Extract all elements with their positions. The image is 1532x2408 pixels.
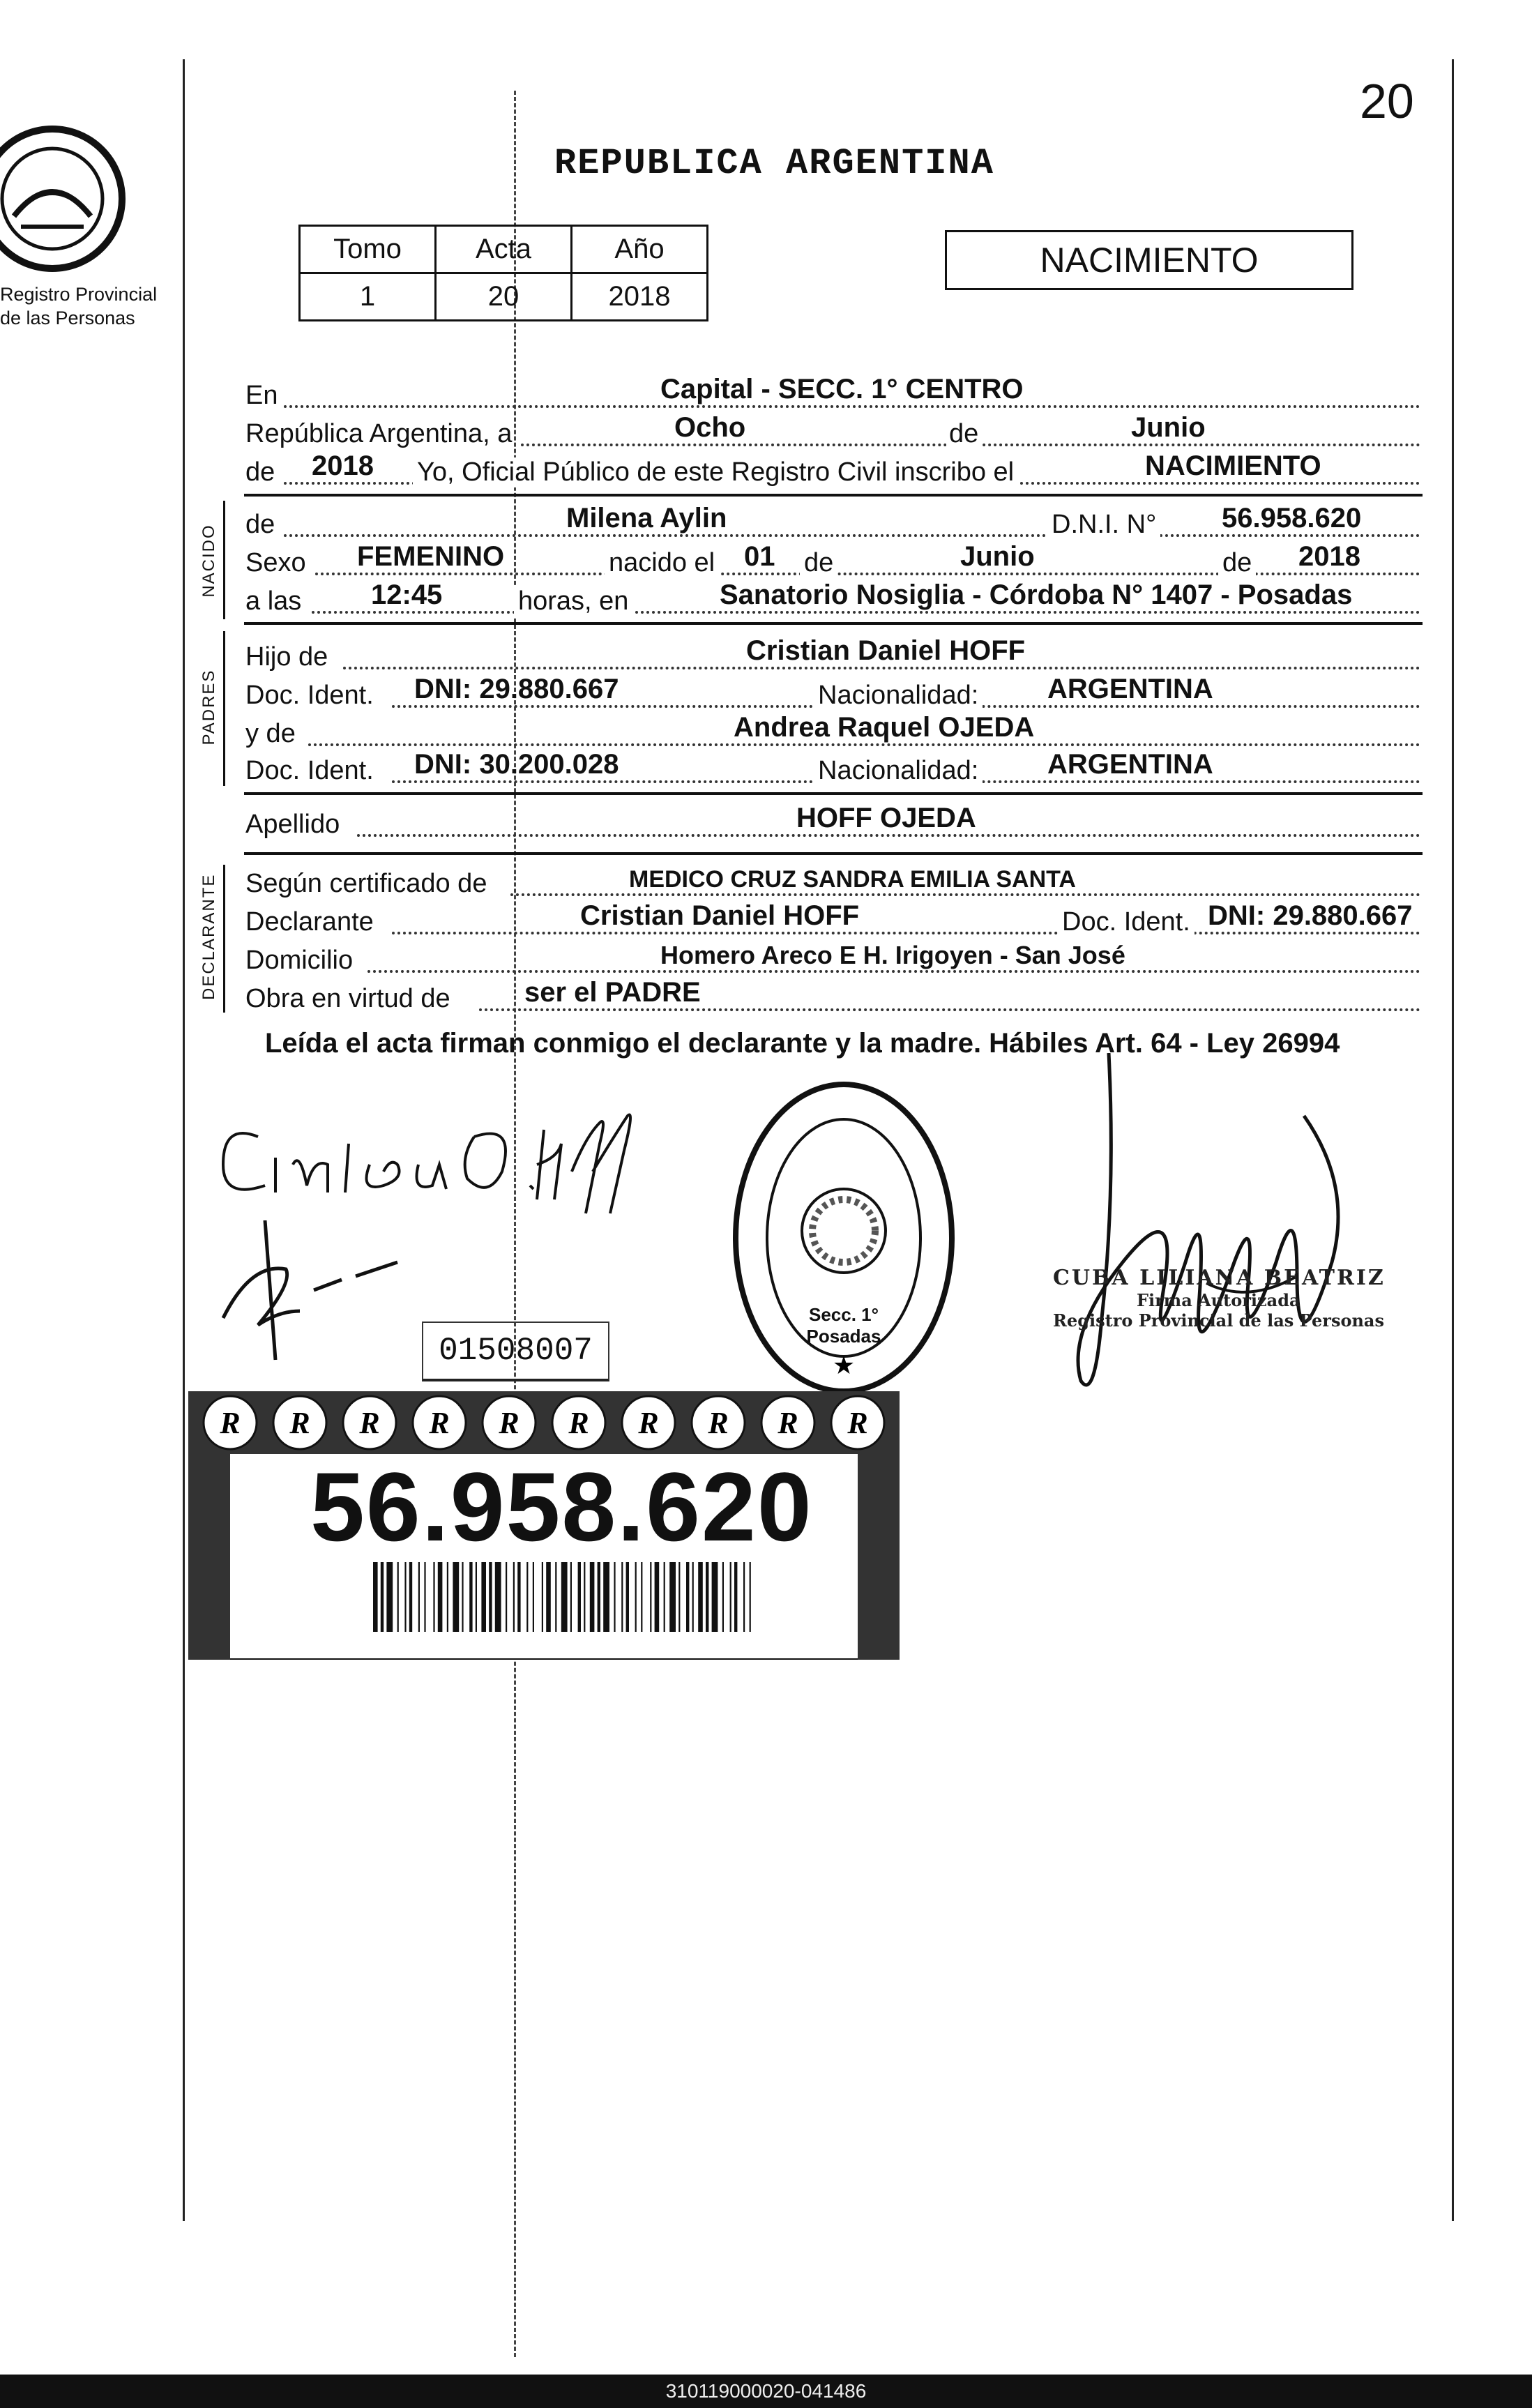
barcode-bar (686, 1562, 689, 1632)
declarant-signature (209, 1095, 642, 1220)
label-segun: Según certificado de (245, 869, 487, 898)
sticker-pattern-letter: R (359, 1406, 380, 1440)
label-horas: horas, en (514, 586, 632, 616)
barcode-bar (447, 1562, 448, 1632)
page-number: 20 (1360, 74, 1414, 128)
barcode-bar (481, 1562, 486, 1632)
official-stamp (1053, 1266, 1443, 1331)
svg-text:★: ★ (832, 1351, 856, 1380)
father-name-value: Cristian Daniel HOFF (746, 635, 1026, 666)
dotted-line (312, 611, 1420, 614)
dotted-line (343, 667, 1420, 669)
dotted-line (284, 405, 1420, 408)
birth-year-value: 2018 (1298, 541, 1360, 572)
year-value: 2018 (312, 450, 374, 481)
barcode-bar (495, 1562, 501, 1632)
barcode-bar (409, 1562, 412, 1632)
barcode-bar (706, 1562, 708, 1632)
barcode-bar (424, 1562, 425, 1632)
sticker-pattern-letter: R (429, 1406, 450, 1440)
tomo-acta-table (298, 225, 708, 321)
label-de: de (800, 548, 837, 578)
label-de-2: de (245, 457, 275, 487)
row-republica (245, 411, 1420, 453)
barcode-bar (381, 1562, 384, 1632)
act-value: NACIMIENTO (1145, 450, 1321, 481)
barcode-bar (418, 1562, 420, 1632)
barcode-bar (555, 1562, 556, 1632)
barcode-bar (489, 1562, 492, 1632)
barcode-bar (590, 1562, 595, 1632)
declarante-name-value: Cristian Daniel HOFF (580, 900, 860, 931)
row-father-name (245, 635, 1420, 676)
sticker-pattern-letter: R (499, 1406, 519, 1440)
barcode-bar (386, 1562, 393, 1632)
registry-emblem (0, 119, 132, 279)
label-nacionalidad-2: Nacionalidad: (814, 756, 983, 786)
right-frame-line (1452, 59, 1454, 2221)
inscribo-text: Yo, Oficial Público de este Registro Civil inscribo el (413, 457, 1018, 487)
row-sexo (245, 540, 1420, 582)
barcode-bar (584, 1562, 585, 1632)
barcode-bar (578, 1562, 581, 1632)
month-value: Junio (1131, 412, 1206, 443)
mother-name-value: Andrea Raquel OJEDA (734, 712, 1035, 743)
label-de-2: de (1218, 548, 1256, 578)
barcode-bar (669, 1562, 676, 1632)
barcode-bar (698, 1562, 703, 1632)
label-nacionalidad: Nacionalidad: (814, 681, 983, 711)
sticker-pattern-letter: R (568, 1406, 589, 1440)
label-declarante: Declarante (245, 907, 374, 937)
obra-value: ser el PADRE (524, 977, 701, 1008)
apellido-value: HOFF OJEDA (796, 803, 976, 833)
official-signature (1067, 1053, 1402, 1451)
country-title: REPUBLICA ARGENTINA (554, 143, 994, 184)
official-title: Firma Autorizada (1137, 1290, 1300, 1310)
barcode-bar (734, 1562, 737, 1632)
dotted-line (357, 834, 1420, 837)
barcode-bar (438, 1562, 443, 1632)
registry-line-1: Registro Provincial (0, 284, 158, 305)
sexo-value: FEMENINO (357, 541, 505, 572)
birth-time-value: 12:45 (371, 580, 443, 610)
barcode-bar (641, 1562, 642, 1632)
label-a-las: a las (245, 586, 302, 616)
child-name-value: Milena Aylin (566, 503, 727, 533)
row-father-doc (245, 673, 1420, 715)
barcode-bar (692, 1562, 694, 1632)
mother-signature (209, 1220, 418, 1367)
barcode-bar (469, 1562, 472, 1632)
day-word-value: Ocho (674, 412, 746, 443)
child-dni-value: 56.958.620 (1222, 503, 1362, 533)
father-nationality-value: ARGENTINA (1047, 674, 1213, 704)
barcode-bar (570, 1562, 572, 1632)
row-domicilio (245, 938, 1420, 980)
barcode-bar (650, 1562, 651, 1632)
barcode-bar (533, 1562, 534, 1632)
official-seal (725, 1074, 962, 1402)
value-tomo: 1 (300, 273, 436, 321)
dni-sticker (188, 1391, 900, 1660)
dni-barcode (373, 1562, 757, 1632)
barcode-bar (626, 1562, 629, 1632)
section-label-declarante: DECLARANTE (199, 873, 218, 1000)
label-de: de (245, 510, 275, 539)
place-value: Capital - SECC. 1° CENTRO (660, 374, 1024, 404)
row-hora-lugar (245, 579, 1420, 621)
header-acta: Acta (436, 226, 572, 273)
birth-month-value: Junio (960, 541, 1035, 572)
birth-day-value: 01 (744, 541, 775, 572)
domicilio-value: Homero Areco E H. Irigoyen - San José (660, 941, 1125, 969)
barcode-bar (542, 1562, 543, 1632)
dni-sticker-number: 56.958.620 (310, 1452, 813, 1561)
seal-inner: Secc. 1° Posadas (806, 1304, 881, 1347)
row-apellido (245, 802, 1420, 844)
barcode-bar (526, 1562, 528, 1632)
label-doc-ident: Doc. Ident. (1058, 907, 1194, 937)
barcode-bar (546, 1562, 551, 1632)
header-anio: Año (572, 226, 708, 273)
barcode-bar (561, 1562, 568, 1632)
label-apellido: Apellido (245, 810, 340, 839)
sticker-pattern-letter: R (289, 1406, 310, 1440)
father-doc-value: DNI: 29.880.667 (414, 674, 619, 704)
barcode-bar (664, 1562, 665, 1632)
section-divider (244, 622, 1423, 625)
dotted-line (308, 743, 1420, 746)
value-acta: 20 (436, 273, 572, 321)
label-obra: Obra en virtud de (245, 984, 450, 1013)
header-tomo: Tomo (300, 226, 436, 273)
certificate-value: MEDICO CRUZ SANDRA EMILIA SANTA (629, 866, 1076, 893)
dotted-line (284, 534, 1420, 537)
label-nacido-el: nacido el (605, 548, 719, 578)
sticker-pattern-letter: R (220, 1406, 241, 1440)
value-anio: 2018 (572, 273, 708, 321)
declarante-doc-value: DNI: 29.880.667 (1208, 900, 1413, 931)
row-en (245, 373, 1420, 415)
label-en: En (245, 381, 278, 410)
mother-doc-value: DNI: 30.200.028 (414, 749, 619, 780)
label-y-de: y de (245, 719, 296, 748)
barcode-bar (506, 1562, 507, 1632)
stamp-number (422, 1322, 609, 1381)
section-divider (244, 494, 1423, 497)
row-nacido-name (245, 502, 1420, 544)
barcode-bar (621, 1562, 623, 1632)
row-mother-doc (245, 748, 1420, 790)
row-certificado (245, 861, 1420, 903)
barcode-bar (712, 1562, 718, 1632)
label-hijo-de: Hijo de (245, 642, 328, 672)
sticker-pattern-letter: R (638, 1406, 659, 1440)
row-mother-name (245, 711, 1420, 753)
mother-nationality-value: ARGENTINA (1047, 749, 1213, 780)
sticker-pattern-letter: R (847, 1406, 868, 1440)
barcode-bar (462, 1562, 463, 1632)
barcode-bar (614, 1562, 615, 1632)
barcode-bar (722, 1562, 724, 1632)
section-bracket-declarante (223, 865, 225, 1013)
section-bracket-nacido (223, 501, 225, 619)
sticker-pattern-letter: R (778, 1406, 798, 1440)
barcode-bar (373, 1562, 378, 1632)
official-org: Registro Provincial de las Personas (1053, 1310, 1384, 1331)
label-dni: D.N.I. N° (1047, 510, 1160, 540)
label-doc-ident: Doc. Ident. (245, 681, 374, 710)
document-type-box: NACIMIENTO (945, 230, 1353, 290)
barcode-bar (476, 1562, 477, 1632)
label-de: de (946, 419, 981, 449)
row-obra (245, 976, 1420, 1018)
label-sexo: Sexo (245, 548, 306, 577)
dotted-line (510, 893, 1420, 896)
barcode-bar (603, 1562, 609, 1632)
footer-code: 310119000020-041486 (0, 2375, 1532, 2408)
section-bracket-padres (223, 631, 225, 786)
closing-text: Leída el acta firman conmigo el declarante y la madre. Hábiles Art. 64 - Ley 26994 (265, 1028, 1340, 1059)
barcode-bar (730, 1562, 731, 1632)
sticker-pattern-letter: R (708, 1406, 729, 1440)
barcode-bar (678, 1562, 680, 1632)
barcode-bar (513, 1562, 515, 1632)
registry-name (0, 282, 157, 330)
section-divider (244, 792, 1423, 795)
barcode-bar (743, 1562, 745, 1632)
barcode-bar (635, 1562, 637, 1632)
label-doc-ident-2: Doc. Ident. (245, 756, 374, 785)
registry-line-2: de las Personas (0, 308, 135, 328)
barcode-bar (404, 1562, 406, 1632)
barcode-bar (750, 1562, 751, 1632)
section-label-padres: PADRES (199, 669, 218, 745)
official-name: CUBA LILIANA BEATRIZ (1053, 1266, 1386, 1290)
barcode-bar (453, 1562, 459, 1632)
barcode-bar (433, 1562, 434, 1632)
barcode-bar (517, 1562, 520, 1632)
row-inscribo (245, 450, 1420, 492)
barcode-bar (397, 1562, 399, 1632)
dotted-line (392, 932, 1420, 934)
left-frame-line (183, 59, 185, 2221)
label-republica: República Argentina, a (245, 419, 513, 448)
barcode-bar (598, 1562, 600, 1632)
row-declarante (245, 900, 1420, 941)
dotted-line (367, 970, 1420, 973)
stamp-number-value: 01508007 (439, 1333, 593, 1369)
dotted-line (479, 1008, 1420, 1011)
section-divider (244, 852, 1423, 855)
section-label-nacido: NACIDO (199, 524, 218, 598)
barcode-bar (655, 1562, 660, 1632)
label-domicilio: Domicilio (245, 946, 354, 975)
birth-place-value: Sanatorio Nosiglia - Córdoba N° 1407 - Posadas (720, 580, 1353, 610)
